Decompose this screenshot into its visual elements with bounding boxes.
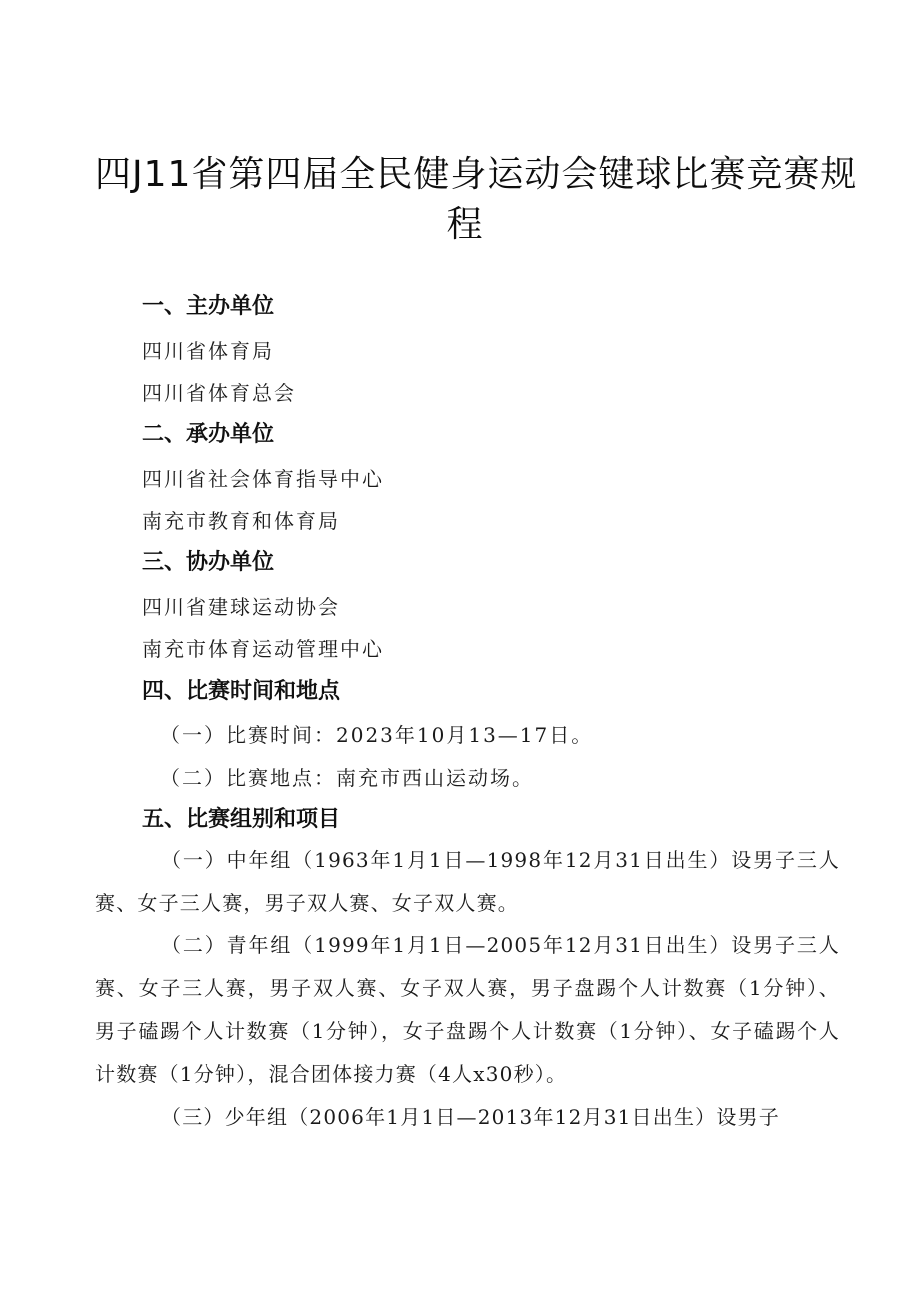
title-line-2: 程 (446, 204, 484, 245)
group-paragraph-middle-age: （一）中年组（1963年1月1日—1998年12月31日出生）设男子三人赛、女子三人赛，男子双人赛、女子双人赛。 (95, 848, 840, 915)
section-heading-groups-events: 五、比赛组别和项目 (142, 807, 341, 832)
co-organizer-item: 四川省建球运动协会 (142, 595, 340, 619)
group-paragraph-youth: （二）青年组（1999年1月1日—2005年12月31日出生）设男子三人赛、女子三人赛，男子双人赛、女子双人赛，男子盘踢个人计数赛（1分钟）、男子磕踢个人计数赛（1分钟），女子盘踢个人计数赛（1分钟）、女子磕踢个人计数赛（1分钟），混合团体接力赛（4人x30秒）。 (95, 933, 840, 1086)
undertaker-item: 四川省社会体育指导中心 (142, 467, 384, 491)
co-organizer-item: 南充市体育运动管理中心 (142, 637, 384, 661)
section-heading-co-organizer: 三、协办单位 (142, 550, 275, 575)
title-line-1: 四J11省第四届全民健身运动会键球比赛竞赛规 (95, 154, 858, 195)
undertaker-item: 南充市教育和体育局 (142, 509, 340, 533)
competition-time: （一）比赛时间：2023年10月13—17日。 (160, 723, 594, 747)
section-heading-organizer: 一、主办单位 (142, 294, 275, 319)
section-heading-time-place: 四、比赛时间和地点 (142, 679, 341, 704)
organizer-item: 四川省体育局 (142, 339, 274, 363)
competition-place: （二）比赛地点：南充市西山运动场。 (160, 766, 534, 790)
document-title (95, 150, 858, 250)
section-heading-undertaker: 二、承办单位 (142, 422, 275, 447)
organizer-item: 四川省体育总会 (142, 381, 296, 405)
group-paragraph-juvenile: （三）少年组（2006年1月1日—2013年12月31日出生）设男子 (161, 1105, 780, 1129)
